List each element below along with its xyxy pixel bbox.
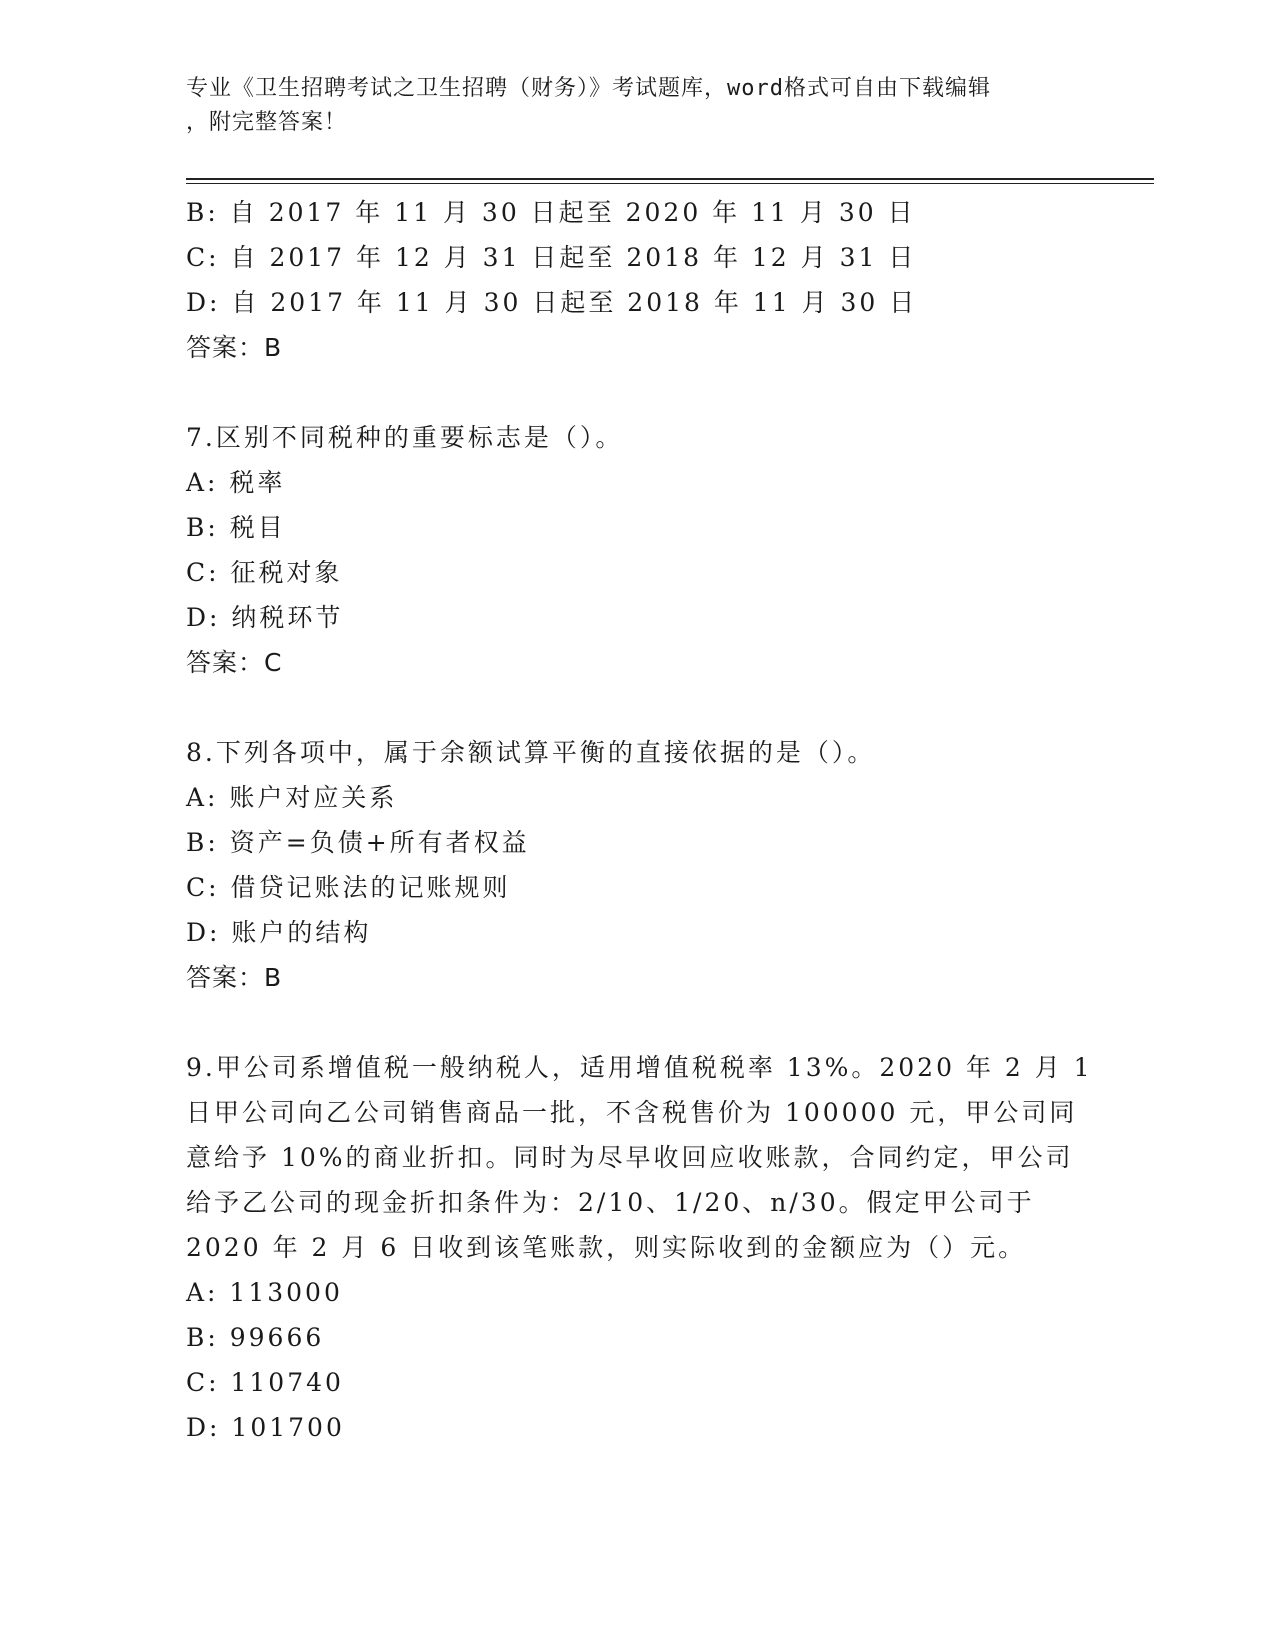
- option-a: A: 账户对应关系: [186, 783, 398, 812]
- question-stem-line: 日甲公司向乙公司销售商品一批，不含税售价为 100000 元，甲公司同: [186, 1098, 1078, 1127]
- question-stem: 7.区别不同税种的重要标志是（）。: [186, 423, 624, 452]
- question-9-block: [186, 1045, 1093, 1450]
- answer-label: 答案：: [186, 963, 265, 992]
- option-d: D: 账户的结构: [186, 918, 372, 947]
- question-stem-line: 给予乙公司的现金折扣条件为：2/10、1/20、n/30。假定甲公司于: [186, 1188, 1035, 1217]
- question-stem: 8.下列各项中，属于余额试算平衡的直接依据的是（）。: [186, 738, 876, 767]
- answer-value: C: [264, 648, 283, 677]
- option-d: D: 纳税环节: [186, 603, 344, 632]
- option-a: A: 113000: [186, 1278, 343, 1307]
- header-title-line-1: 专业《卫生招聘考试之卫生招聘（财务）》考试题库，word格式可自由下载编辑: [186, 76, 991, 101]
- question-7-block: [186, 415, 1086, 685]
- option-d: D: 101700: [186, 1413, 345, 1442]
- question-stem: [186, 1045, 1093, 1270]
- answer-label: 答案：: [186, 333, 265, 362]
- option-b: B: 资产=负债+所有者权益: [186, 828, 530, 857]
- question-stem-line: 9.甲公司系增值税一般纳税人，适用增值税税率 13%。2020 年 2 月 1: [186, 1053, 1093, 1082]
- question-stem-line: 2020 年 2 月 6 日收到该笔账款，则实际收到的金额应为（）元。: [186, 1233, 1027, 1262]
- question-6-block: [186, 190, 1086, 370]
- header-title-line-2: ，附完整答案！: [186, 110, 348, 135]
- option-b: B: 税目: [186, 513, 286, 542]
- question-stem-line: 意给予 10%的商业折扣。同时为尽早收回应收账款，合同约定，甲公司: [186, 1143, 1074, 1172]
- option-c: C: 自 2017 年 12 月 31 日起至 2018 年 12 月 31 日: [186, 243, 917, 272]
- header-divider: [186, 178, 1154, 184]
- answer-line: [186, 640, 1086, 685]
- option-c: C: 借贷记账法的记账规则: [186, 873, 511, 902]
- answer-line: [186, 325, 1086, 370]
- spacer: [186, 685, 1086, 730]
- spacer: [186, 1000, 1086, 1045]
- option-c: C: 征税对象: [186, 558, 343, 587]
- answer-line: [186, 955, 1086, 1000]
- option-c: C: 110740: [186, 1368, 344, 1397]
- answer-value: B: [264, 333, 283, 362]
- question-8-block: [186, 730, 1086, 1000]
- document-header: [186, 72, 1086, 140]
- option-b: B: 99666: [186, 1323, 325, 1352]
- spacer: [186, 370, 1086, 415]
- answer-label: 答案：: [186, 648, 265, 677]
- option-d: D: 自 2017 年 11 月 30 日起至 2018 年 11 月 30 日: [186, 288, 918, 317]
- option-b: B: 自 2017 年 11 月 30 日起至 2020 年 11 月 30 日: [186, 198, 916, 227]
- option-a: A: 税率: [186, 468, 286, 497]
- question-content: [186, 190, 1093, 1450]
- answer-value: B: [264, 963, 283, 992]
